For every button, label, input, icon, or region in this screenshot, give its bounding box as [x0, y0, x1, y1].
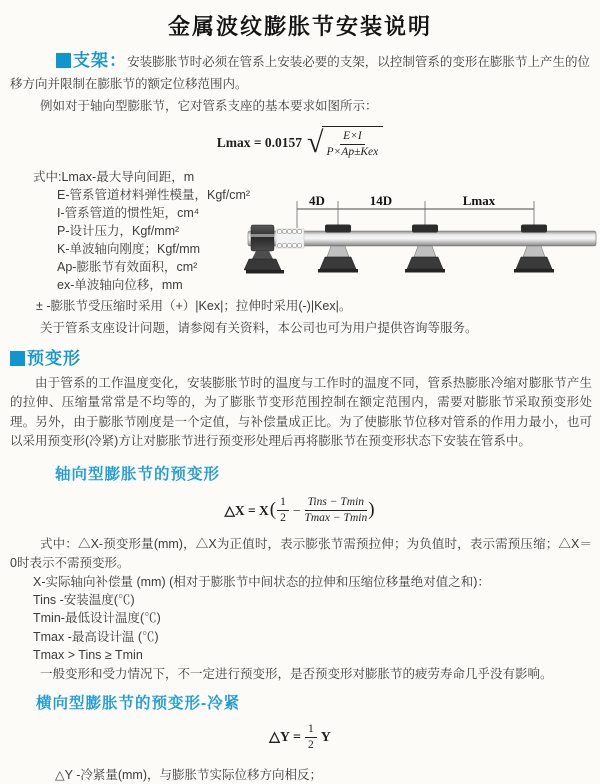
lateral-deltay-note: △Y -冷紧量(mm)，与膨胀节实际位移方向相反；: [55, 767, 323, 782]
axial-x-definition: X-实际轴向补偿量 (mm) (相对于膨胀节中间状态的拉伸和压缩位移量绝对值之和)：: [33, 574, 490, 589]
axial-predeform-formula: [0, 494, 600, 528]
minus-sign: −: [292, 502, 301, 518]
lmax-fraction-numerator: E×I: [340, 129, 365, 145]
definition-line: I-管系管道的惯性矩，cm⁴: [57, 205, 200, 220]
temperature-fraction-denominator: Tmax − Tmin: [304, 512, 368, 524]
half-numerator: 1: [305, 722, 317, 738]
half-numerator: 1: [277, 495, 289, 511]
pipe-support-diagram: [246, 194, 598, 294]
lmax-fraction: [327, 129, 379, 160]
axial-deltax-note: 式中：△X-预变形量(mm)，△X为正值时，表示膨张节需预拉伸；为负值时，表示需预压缩；△X＝0时表示不需预变形。: [10, 536, 592, 570]
temperature-inequality: Tmax > Tins ≥ Tmin: [33, 648, 143, 663]
dimension-label-lmax: Lmax: [462, 193, 496, 208]
definition-line: P-设计压力，Kgf/mm²: [57, 223, 180, 238]
support-section-heading: [56, 51, 128, 70]
lateral-coldpull-formula: [0, 723, 600, 753]
dimension-label-14d: 14D: [369, 193, 393, 208]
lateral-subsection-heading: 横向型膨胀节的预变形-冷紧: [36, 694, 241, 712]
support-heading-label: 支架：: [73, 51, 128, 70]
temperature-fraction-numerator: Tins − Tmin: [305, 495, 367, 511]
half-denominator: 2: [307, 739, 314, 752]
definition-line: Ap-膨胀节有效面积，cm²: [57, 259, 198, 274]
dimension-label-4d: 4D: [309, 193, 325, 208]
half-denominator: 2: [280, 512, 286, 524]
lmax-fraction-denominator: P×Ap±Kex: [326, 145, 379, 158]
axial-general-note: 一般变形和受力情况下，不一定进行预变形，是否预变形对膨胀节的疲劳寿命几乎没有影响。: [40, 666, 553, 681]
definition-line: ex-单波轴向位移，mm: [57, 278, 183, 293]
definition-line: E-管系管道材料弹性模量，Kgf/cm²: [57, 187, 251, 202]
consult-note-line: 关于管系支座设计问题，请参阅有关资料，本公司也可为用户提供咨询等服务。: [40, 320, 478, 335]
lmax-formula: [0, 124, 600, 162]
left-paren: (: [269, 499, 277, 520]
right-paren: ): [368, 499, 375, 520]
tmax-definition: Tmax -最高设计温 (℃): [33, 629, 159, 644]
support-example-line: 例如对于轴向型膨胀节，它对管系支座的基本要求如图所示：: [40, 99, 378, 113]
square-root-expression: [307, 126, 383, 160]
root-content: [322, 126, 384, 160]
support-intro-paragraph: [10, 50, 590, 95]
tins-definition: Tins -安装温度(℃): [33, 592, 135, 607]
lateral-formula-lhs: △Y =: [269, 730, 301, 746]
axial-subsection-heading: 轴向型膨胀节的预变形: [55, 465, 221, 483]
predeform-heading-label: 预变形: [27, 348, 81, 368]
axial-formula-lhs: △X = X: [224, 502, 269, 518]
plusminus-note-line: ± -膨胀节受压缩时采用（+）|Kex|；拉伸时采用(-)|Kex|。: [36, 298, 352, 313]
temperature-fraction: [304, 495, 367, 526]
tmin-definition: Tmin-最低设计温度(℃): [33, 611, 161, 626]
one-half-fraction: [277, 495, 289, 526]
bellows: [276, 229, 304, 248]
lmax-formula-lhs: Lmax = 0.0157: [216, 134, 303, 150]
blue-square-icon: [56, 53, 71, 68]
one-half-fraction: [305, 722, 317, 753]
page-title: 金属波纹膨胀节安装说明: [167, 14, 432, 39]
lateral-formula-rhs: Y: [320, 729, 331, 745]
support-intro-text: 安装膨胀节时必须在管系上安装必要的支架，以控制管系的变形在膨胀节上产生的位移方向并限制在膨胀节的额定位移范围内。: [10, 55, 591, 91]
predeform-body-paragraph: 由于管系的工作温度变化，安装膨胀节时的温度与工作时的温度不同，管系热膨胀冷缩对膨胀节产生的拉伸、压缩量常常是不均等的，为了膨胀节变形范围控制在额定范围内，需要对膨胀节采取预变形处理。另外，由于膨胀节刚度是一个定值，与补偿量成正比。为了使膨胀节位移对管系的作用力最小，也可以采用预变形(冷紧)方让对膨胀节进行预变形处理后再将膨胀节在预变形状态下安装在管系中。: [10, 375, 592, 448]
definition-line: 式中:Lmax-最大导向间距，m: [33, 169, 195, 184]
definition-line: K-单波轴向刚度；Kgf/mm: [57, 241, 201, 256]
blue-square-icon: [10, 351, 25, 366]
radical-sign-icon: √: [307, 125, 324, 159]
predeform-section-heading: [10, 348, 590, 370]
